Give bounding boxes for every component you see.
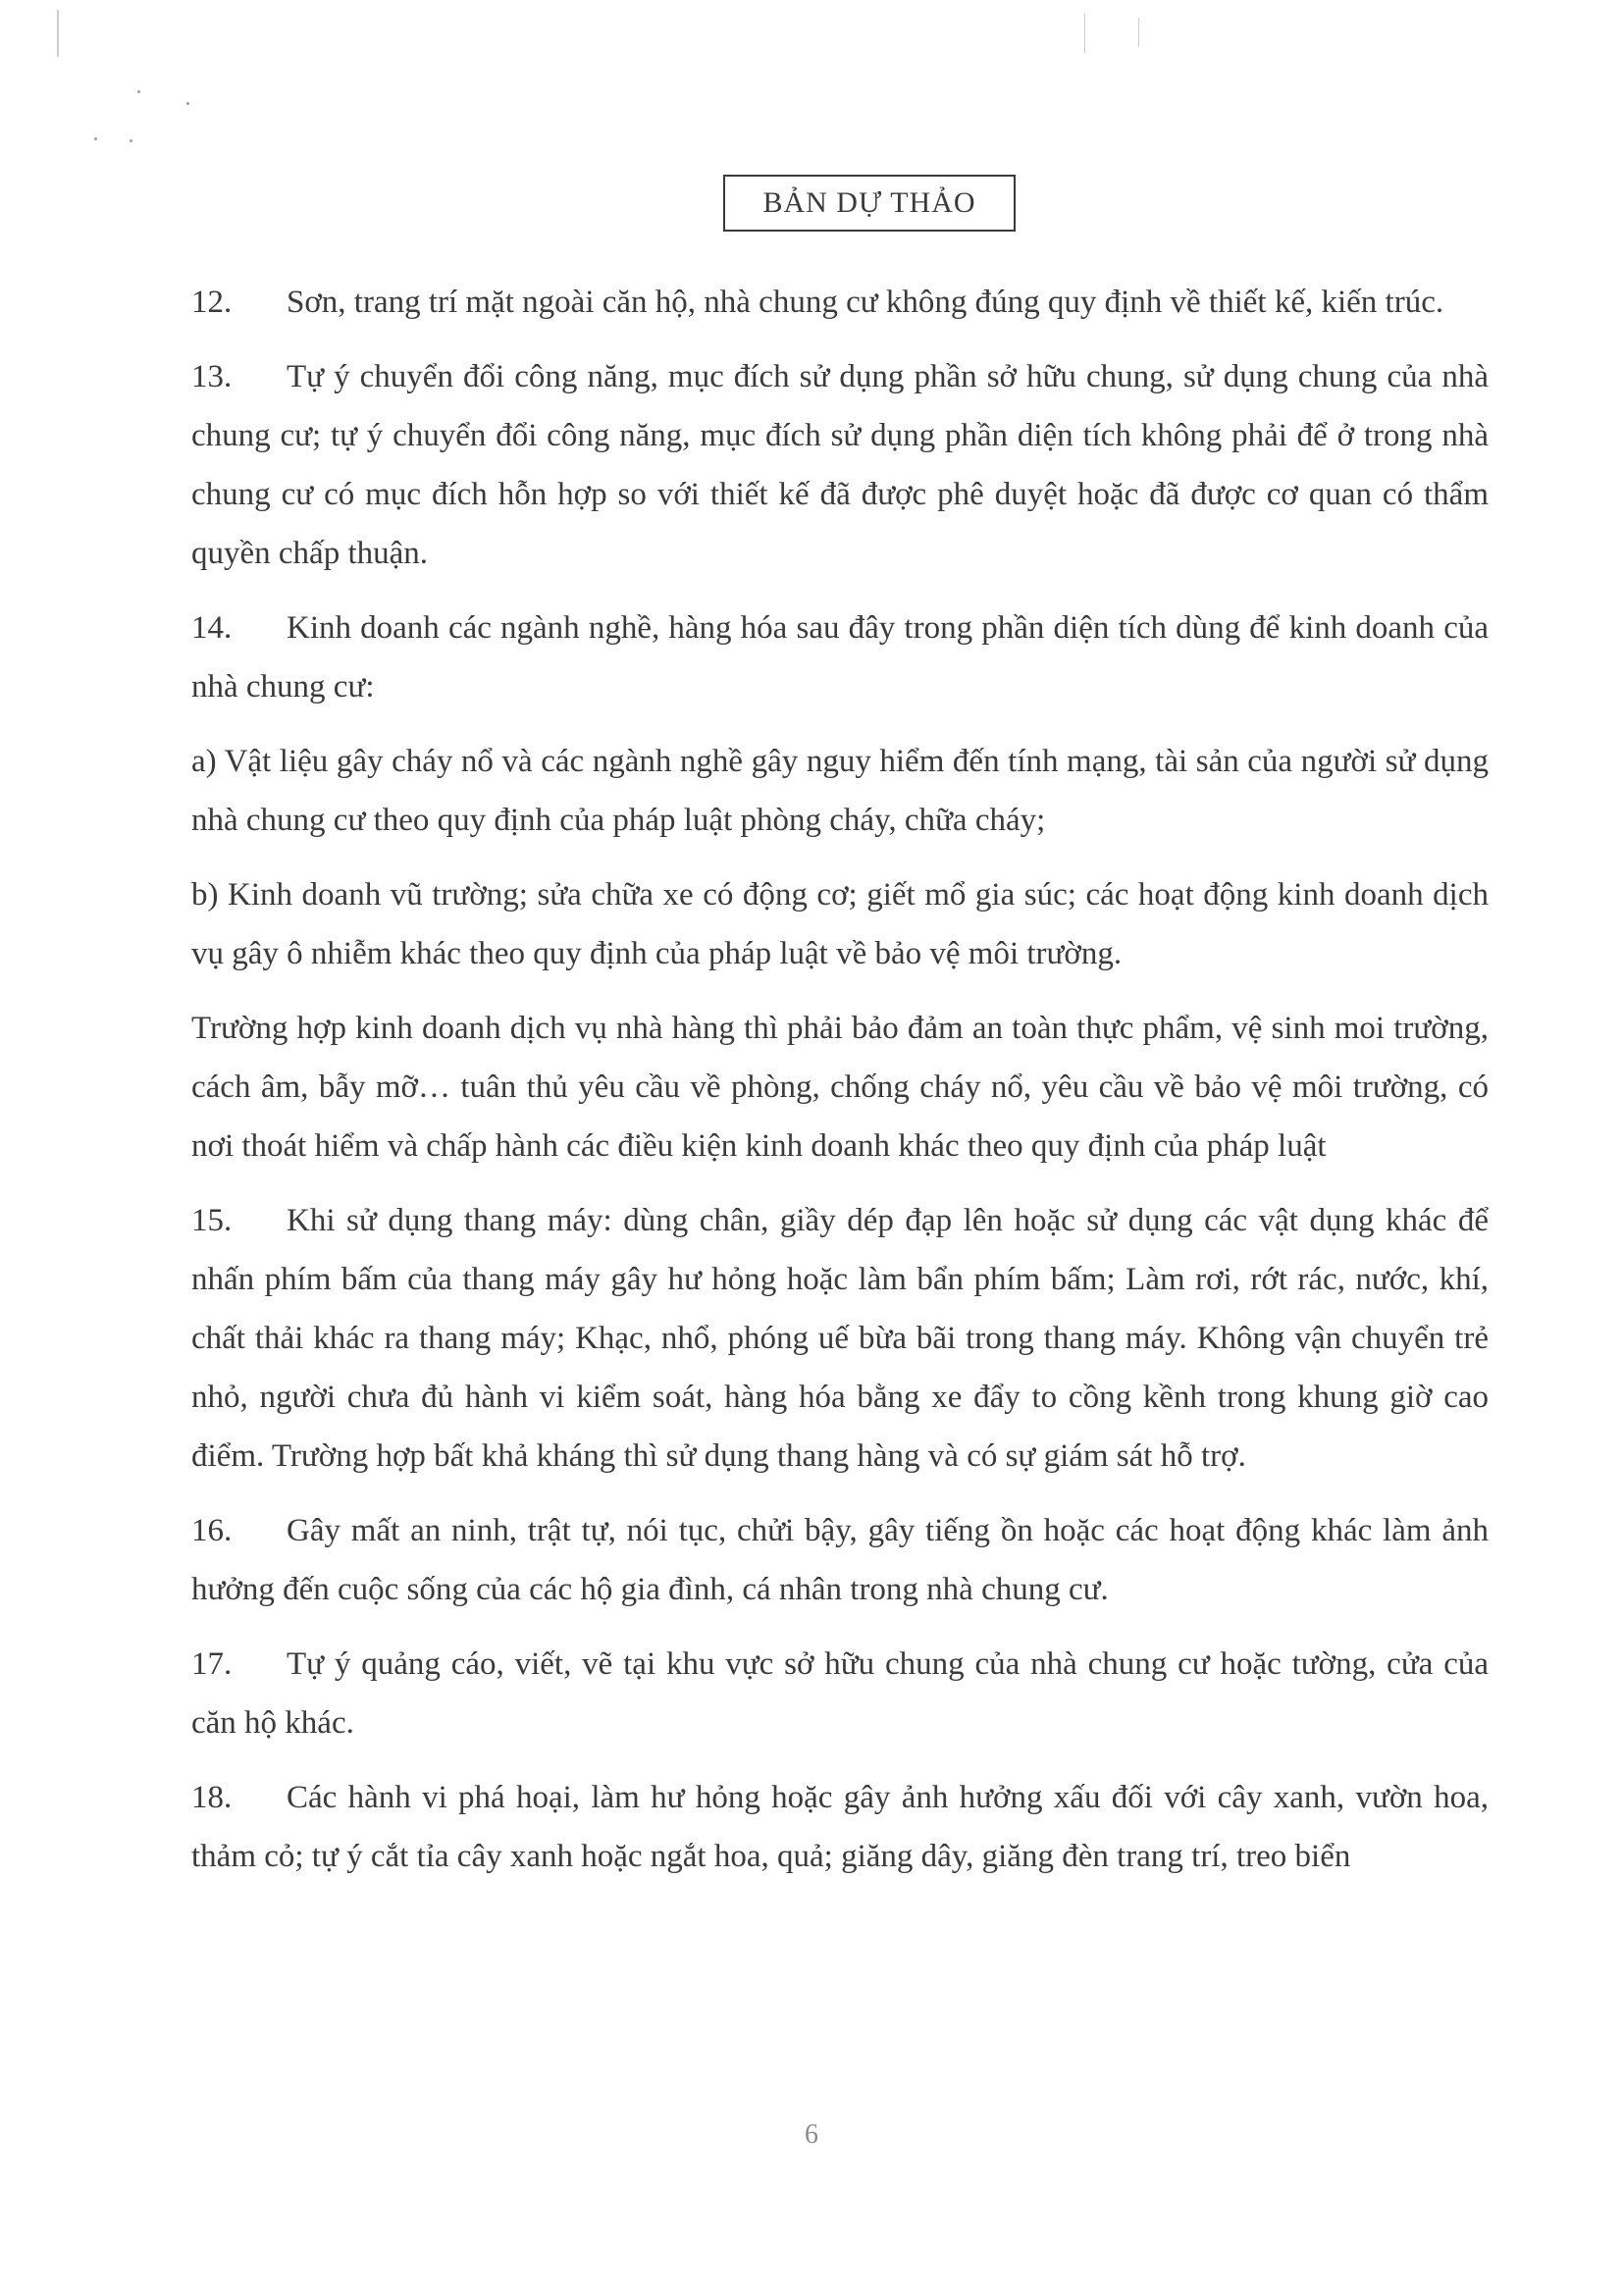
paragraph-text: Kinh doanh các ngành nghề, hàng hóa sau đây trong phần diện tích dùng để kinh doanh của nhà chung cư:: [191, 610, 1489, 704]
paragraph-16: [191, 1501, 1489, 1619]
paragraph-15: [191, 1191, 1489, 1486]
paragraph-number: 14.: [191, 610, 233, 646]
draft-label-box: [723, 175, 1016, 232]
draft-label: BẢN DỰ THẢO: [762, 186, 976, 219]
paragraph-number: 18.: [191, 1780, 233, 1815]
paragraph-text: Tự ý chuyển đổi công năng, mục đích sử dụng phần sở hữu chung, sử dụng chung của nhà chung cư; tự ý chuyển đổi công năng, mục đích sử dụng phần diện tích không phải để ở trong nhà chung cư có mục đích hỗn hợp so với thiết kế đã được phê duyệt hoặc đã được cơ quan có thẩm quyền chấp thuận.: [191, 359, 1489, 571]
scan-speck: [137, 90, 140, 93]
paragraph-text: Sơn, trang trí mặt ngoài căn hộ, nhà chung cư không đúng quy định về thiết kế, kiến trúc.: [287, 285, 1444, 320]
scan-speck: [130, 139, 132, 142]
paragraph-18: [191, 1768, 1489, 1886]
paragraph-number: 17.: [191, 1646, 233, 1682]
paragraph-text: Trường hợp kinh doanh dịch vụ nhà hàng thì phải bảo đảm an toàn thực phẩm, vệ sinh moi trường, cách âm, bẫy mỡ… tuân thủ yêu cầu về phòng, chống cháy nổ, yêu cầu về bảo vệ môi trường, có nơi thoát hiểm và chấp hành các điều kiện kinh doanh khác theo quy định của pháp luật: [191, 1011, 1489, 1164]
paragraph-number: 12.: [191, 285, 233, 320]
scan-edge-mark-left: [57, 10, 59, 57]
paragraph-14a: [191, 732, 1489, 850]
scan-edge-mark-mid: [1084, 14, 1085, 53]
paragraph-12: [191, 273, 1489, 332]
paragraph-14-note: [191, 999, 1489, 1175]
paragraph-number: 15.: [191, 1203, 233, 1238]
paragraph-17: [191, 1635, 1489, 1752]
paragraph-text: b) Kinh doanh vũ trường; sửa chữa xe có động cơ; giết mổ gia súc; các hoạt động kinh doanh dịch vụ gây ô nhiễm khác theo quy định của pháp luật về bảo vệ môi trường.: [191, 877, 1489, 971]
paragraph-text: Các hành vi phá hoại, làm hư hỏng hoặc gây ảnh hưởng xấu đối với cây xanh, vườn hoa, thảm cỏ; tự ý cắt tỉa cây xanh hoặc ngắt hoa, quả; giăng dây, giăng đèn trang trí, treo biển: [191, 1780, 1489, 1874]
scan-speck: [94, 137, 97, 140]
paragraph-text: Khi sử dụng thang máy: dùng chân, giầy dép đạp lên hoặc sử dụng các vật dụng khác để nhấn phím bấm của thang máy gây hư hỏng hoặc làm bẩn phím bấm; Làm rơi, rớt rác, nước, khí, chất thải khác ra thang máy; Khạc, nhổ, phóng uế bừa bãi trong thang máy. Không vận chuyển trẻ nhỏ, người chưa đủ hành vi kiểm soát, hàng hóa bằng xe đẩy to cồng kềnh trong khung giờ cao điểm. Trường hợp bất khả kháng thì sử dụng thang hàng và có sự giám sát hỗ trợ.: [191, 1203, 1489, 1474]
scan-speck: [186, 102, 189, 105]
paragraph-14b: [191, 865, 1489, 983]
paragraph-text: a) Vật liệu gây cháy nổ và các ngành nghề gây nguy hiểm đến tính mạng, tài sản của người sử dụng nhà chung cư theo quy định của pháp luật phòng cháy, chữa cháy;: [191, 744, 1489, 838]
paragraph-text: Tự ý quảng cáo, viết, vẽ tại khu vực sở hữu chung của nhà chung cư hoặc tường, cửa của căn hộ khác.: [191, 1646, 1489, 1741]
paragraph-13: [191, 347, 1489, 583]
document-body: [191, 273, 1489, 1902]
paragraph-text: Gây mất an ninh, trật tự, nói tục, chửi bậy, gây tiếng ồn hoặc các hoạt động khác làm ảnh hưởng đến cuộc sống của các hộ gia đình, cá nhân trong nhà chung cư.: [191, 1513, 1489, 1607]
scan-edge-mark-right: [1138, 18, 1139, 47]
paragraph-number: 13.: [191, 359, 233, 394]
paragraph-14: [191, 599, 1489, 716]
page-number: 6: [805, 2119, 818, 2150]
paragraph-number: 16.: [191, 1513, 233, 1548]
